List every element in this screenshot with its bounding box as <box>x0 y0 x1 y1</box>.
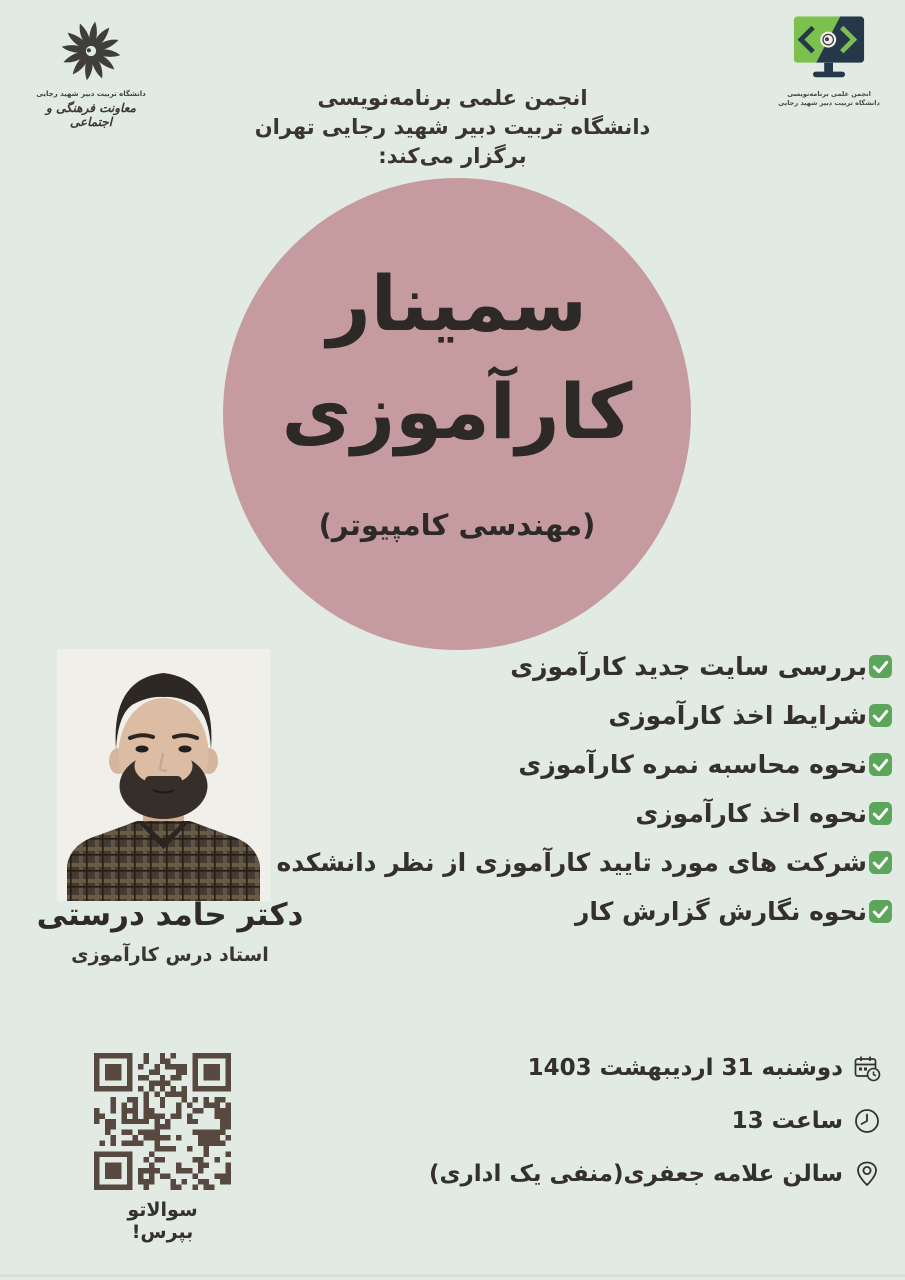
organizer-line1: انجمن علمی برنامه‌نویسی <box>317 86 588 110</box>
organizer-line3: برگزار می‌کند: <box>378 144 527 168</box>
checkmark-icon <box>868 703 893 728</box>
checkmark-icon <box>868 654 893 679</box>
topic-label: بررسی سایت جدید کارآموزی <box>510 652 867 681</box>
topic-label: نحوه اخذ کارآموزی <box>635 799 867 828</box>
poster-title <box>282 250 633 466</box>
topic-item <box>277 652 893 681</box>
event-time-row <box>429 1106 881 1136</box>
checkmark-icon <box>868 801 893 826</box>
title-circle <box>223 178 691 650</box>
qr-caption: سوالاتو بپرس! <box>127 1199 198 1243</box>
calendar-icon <box>853 1054 881 1082</box>
title-subtitle: (مهندسی کامپیوتر) <box>318 507 596 542</box>
topic-label: نحوه نگارش گزارش کار <box>574 897 867 926</box>
programming-monitor-icon <box>789 14 869 86</box>
topic-label: شرایط اخذ کارآموزی <box>608 701 867 730</box>
speaker-photo <box>57 649 270 901</box>
title-line2: کارآموزی <box>281 367 633 456</box>
topic-item <box>277 701 893 730</box>
checkmark-icon <box>868 752 893 777</box>
speaker-role: استاد درس کارآموزی <box>71 944 269 966</box>
topic-item <box>277 897 893 926</box>
event-location: سالن علامه جعفری(منفی یک اداری) <box>428 1161 843 1187</box>
organizer-header <box>0 84 905 171</box>
topic-label: شرکت های مورد تایید کارآموزی از نظر دانشکده <box>276 848 867 877</box>
event-date-row <box>429 1053 881 1083</box>
qr-code <box>94 1053 231 1190</box>
topic-item <box>277 750 893 779</box>
event-date: دوشنبه 31 اردیبهشت 1403 <box>527 1055 843 1081</box>
qr-block <box>94 1053 231 1243</box>
university-pinwheel-icon <box>56 16 126 86</box>
checkmark-icon <box>868 899 893 924</box>
location-pin-icon <box>853 1160 881 1188</box>
university-logo-deputy: معاونت فرهنگی و اجتماعی <box>46 101 136 129</box>
event-location-row <box>429 1159 881 1189</box>
topic-item <box>277 799 893 828</box>
title-line1: سمینار <box>326 259 588 349</box>
association-logo-university: دانشگاه تربیت دبیر شهید رجایی <box>778 98 880 107</box>
topic-label: نحوه محاسبه نمره کارآموزی <box>518 750 867 779</box>
university-logo-name: دانشگاه تربیت دبیر شهید رجایی <box>36 90 146 98</box>
topic-item <box>277 848 893 877</box>
organizer-line2: دانشگاه تربیت دبیر شهید رجایی تهران <box>254 115 651 139</box>
association-logo-name: انجمن علمی برنامه‌نویسی <box>787 90 871 98</box>
speaker-name: دکتر حامد درستی <box>36 897 304 933</box>
bottom-divider <box>0 1274 905 1277</box>
event-details <box>429 1053 881 1212</box>
event-time: ساعت 13 <box>731 1108 843 1134</box>
checkmark-icon <box>868 850 893 875</box>
topics-list <box>277 652 893 946</box>
clock-icon <box>853 1107 881 1135</box>
